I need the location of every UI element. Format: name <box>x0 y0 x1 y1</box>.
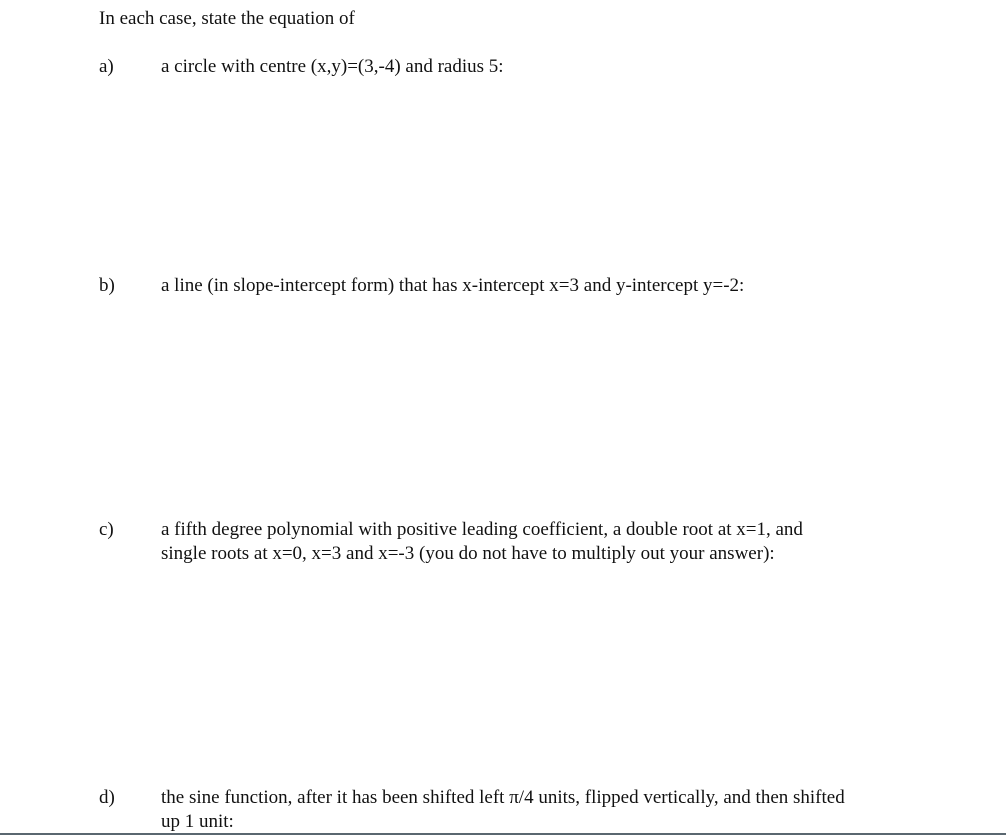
instructions-heading: In each case, state the equation of <box>99 8 355 29</box>
question-label: d) <box>99 787 115 808</box>
question-text <box>161 274 921 298</box>
question-line: up 1 unit: <box>161 811 234 832</box>
question-text <box>161 518 921 566</box>
question-line: a circle with centre (x,y)=(3,-4) and radius 5: <box>161 56 504 77</box>
question-label: c) <box>99 519 114 540</box>
question-line: a line (in slope-intercept form) that has x-intercept x=3 and y-intercept y=-2: <box>161 275 745 296</box>
page-bottom-divider <box>0 833 1006 835</box>
question-label: a) <box>99 56 114 77</box>
question-line: the sine function, after it has been shifted left π/4 units, flipped vertically, and then shifted <box>161 787 845 808</box>
question-label: b) <box>99 275 115 296</box>
question-text <box>161 55 921 79</box>
question-text <box>161 786 921 834</box>
question-line: single roots at x=0, x=3 and x=-3 (you do not have to multiply out your answer): <box>161 543 775 564</box>
question-line: a fifth degree polynomial with positive leading coefficient, a double root at x=1, and <box>161 519 803 540</box>
